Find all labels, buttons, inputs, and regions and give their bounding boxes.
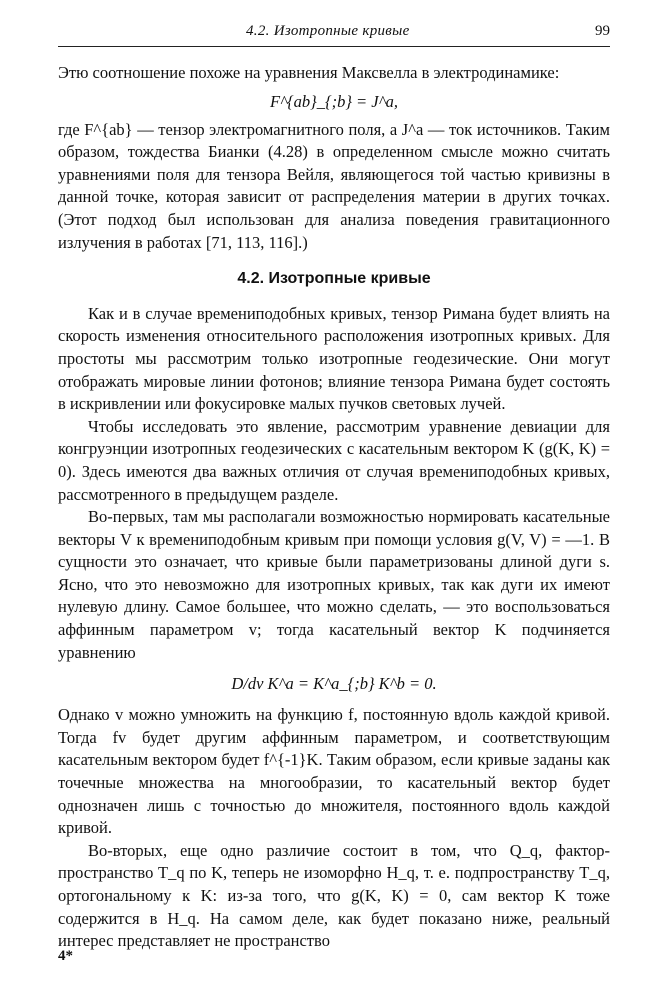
formula-text: D/dv K^a = K^a_{;b} K^b = 0. <box>231 674 437 694</box>
paragraph-4: Однако v можно умножить на функцию f, постоянную вдоль каждой кривой. Тогда fv будет другим аффинным параметром, и соответствующим касательным вектором будет f^{-1}K. Таким образом, если кривые заданы как точечные множества на многообразии, то касательный вектор будет однозначен лишь с точностью до множителя, постоянного вдоль каждой кривой. <box>58 705 610 838</box>
paragraph-1: Как и в случае времениподобных кривых, тензор Римана будет влиять на скорость изменения относительного расположения изотропных кривых. Для простоты мы рассмотрим только изотропные геодезические. Они могут отображать мировые линии фотонов; влияние тензора Римана будет состоять в искривлении или фокусировке малых пучков световых лучей. <box>58 303 610 414</box>
intro-line: Этю соотношение похоже на уравнения Максвелла в электродинамике: <box>58 63 560 82</box>
intro-paragraph: где F^{ab} — тензор электромагнитного поля, а J^a — ток источников. Таким образом, тождества Бианки (4.28) в определенном смысле можно считать уравнениями поля для тензора Вейля, являющегося той частью кривизны в данной точке, которая зависит от распределения материи в других точках. (Этот подход был использован для анализа поведения гравитационного излучения в работах [71, 113, 116].) <box>58 119 610 252</box>
maxwell-analogy-formula <box>58 85 610 119</box>
paragraph-3: Во-первых, там мы располагали возможностью нормировать касательные векторы V к времениподобным кривым при помощи условия g(V, V) = —1. В сущности это означает, что кривые были параметризованы длиной дуги s. Ясно, что это невозможно для изотропных кривых, так как дуги их имеют нулевую длину. Самое большее, что можно сделать, — это воспользоваться аффинным параметром v; тогда касательный вектор K подчиняется уравнению <box>58 507 610 662</box>
section-heading: 4.2. Изотропные кривые <box>237 270 431 288</box>
running-header <box>58 20 610 47</box>
running-header-title: 4.2. Изотропные кривые <box>246 23 410 39</box>
paragraph-2: Чтобы исследовать это явление, рассмотрим уравнение девиации для конгруэнции изотропных геодезических с касательным вектором K (g(K, K) = 0). Здесь имеются два важных отличия от случая времениподобных кривых, рассмотренного в предыдущем разделе. <box>58 416 610 504</box>
signature-mark: 4* <box>58 948 73 964</box>
paragraph-5: Во-вторых, еще одно различие состоит в том, что Q_q, фактор-пространство T_q по K, теперь не изоморфно H_q, т. е. подпространству T_q, ортогональному к K: из-за того, что g(K, K) = 0, сам вектор K тоже содержится в H_q. На самом деле, как будет показано ниже, реальный интерес представляет не пространство <box>58 840 610 951</box>
page-number: 99 <box>595 23 610 39</box>
page-content <box>58 62 610 953</box>
geodesic-equation <box>58 664 610 704</box>
formula-text: F^{ab}_{;b} = J^a, <box>270 91 398 111</box>
